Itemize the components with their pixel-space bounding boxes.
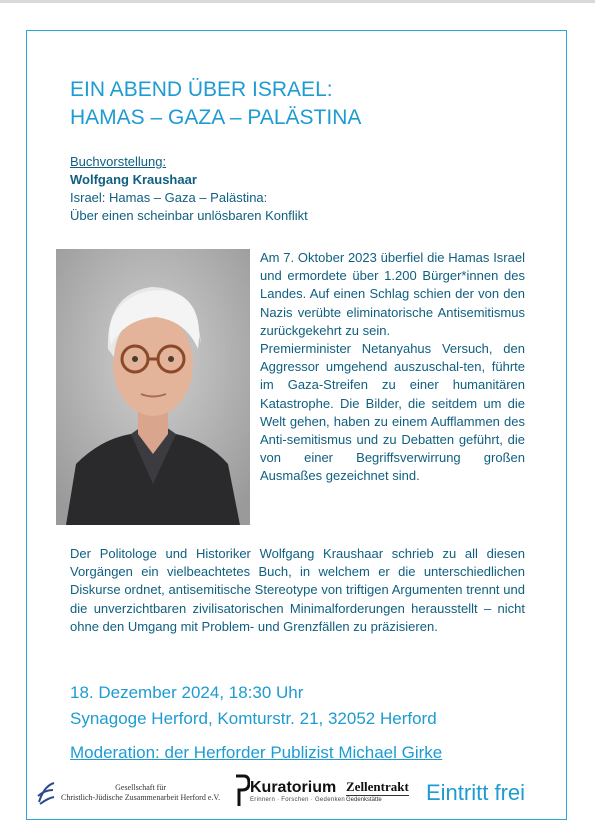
intro-text bbox=[260, 249, 525, 486]
intro-paragraph-1: Am 7. Oktober 2023 überfiel die Hamas Israel und ermordete über 1.200 Bürger*innen des Landes. Auf einen Schlag schien der von den Nazis verübte eliminatorische Antisemitismus zurückgekehrt zu sein. bbox=[260, 250, 525, 338]
title-line-1: EIN ABEND ÜBER ISRAEL: bbox=[70, 78, 333, 101]
kuratorium-emblem-icon bbox=[234, 774, 250, 808]
gcj-text-line-2: Christlich-Jüdische Zusammenarbeit Herford e.V. bbox=[61, 793, 221, 802]
event-venue: Synagoge Herford, Komturstr. 21, 32052 Herford bbox=[70, 709, 437, 728]
author-portrait bbox=[56, 249, 250, 525]
kuratorium-logo bbox=[234, 774, 345, 808]
moderation-link[interactable]: Moderation: der Herforder Publizist Michael Girke bbox=[70, 743, 443, 762]
sponsor-logos bbox=[36, 772, 556, 812]
gcj-emblem-icon bbox=[36, 780, 56, 806]
gcj-text-line-1: Gesellschaft für bbox=[115, 783, 167, 792]
zellentrakt-subtitle: Gedenkstätte bbox=[346, 795, 409, 803]
entry-free-label: Eintritt frei bbox=[426, 780, 526, 805]
event-date: 18. Dezember 2024, 18:30 Uhr bbox=[70, 683, 304, 702]
description-paragraph: Der Politologe und Historiker Wolfgang Kraushaar schrieb zu all diesen Vorgängen ein vielbeachtetes Buch, in welchem er die unterschiedlichen Diskurse ordnet, antisemitische Stereotype von triftigen Argumenten trennt und die unverzichtbaren zivilisatorischen Minimalforderungen herausstellt – nicht ohne den Umgang mit Problem- und Grenzfällen zu präzisieren. bbox=[70, 546, 525, 634]
event-details bbox=[70, 680, 437, 732]
book-label: Buchvorstellung: bbox=[70, 154, 167, 169]
book-info bbox=[70, 153, 308, 225]
title-line-2: HAMAS – GAZA – PALÄSTINA bbox=[70, 106, 362, 129]
book-title-line-1: Israel: Hamas – Gaza – Palästina: bbox=[70, 190, 268, 205]
page-title bbox=[70, 76, 361, 132]
intro-paragraph-2: Premierminister Netanyahus Versuch, den Aggressor umgehend auszuschal-ten, führte im Gaza-Streifen zu einer humanitären Katastrophe. Die Bilder, die seitdem um die Welt gehen, haben zu einem Aufflammen des Anti-semitismus und zu Debatten geführt, die von einer Begriffsverwirrung großen Ausmaßes gezeichnet sind. bbox=[260, 341, 525, 484]
zellentrakt-name: Zellentrakt bbox=[346, 779, 409, 794]
gcj-logo bbox=[36, 780, 220, 806]
book-author: Wolfgang Kraushaar bbox=[70, 172, 197, 187]
zellentrakt-logo bbox=[346, 780, 409, 803]
kuratorium-subtitle: Erinnern · Forschen · Gedenken bbox=[250, 797, 346, 803]
kuratorium-name: Kuratorium bbox=[250, 779, 337, 796]
book-title-line-2: Über einen scheinbar unlösbaren Konflikt bbox=[70, 208, 308, 223]
top-divider bbox=[0, 0, 595, 3]
